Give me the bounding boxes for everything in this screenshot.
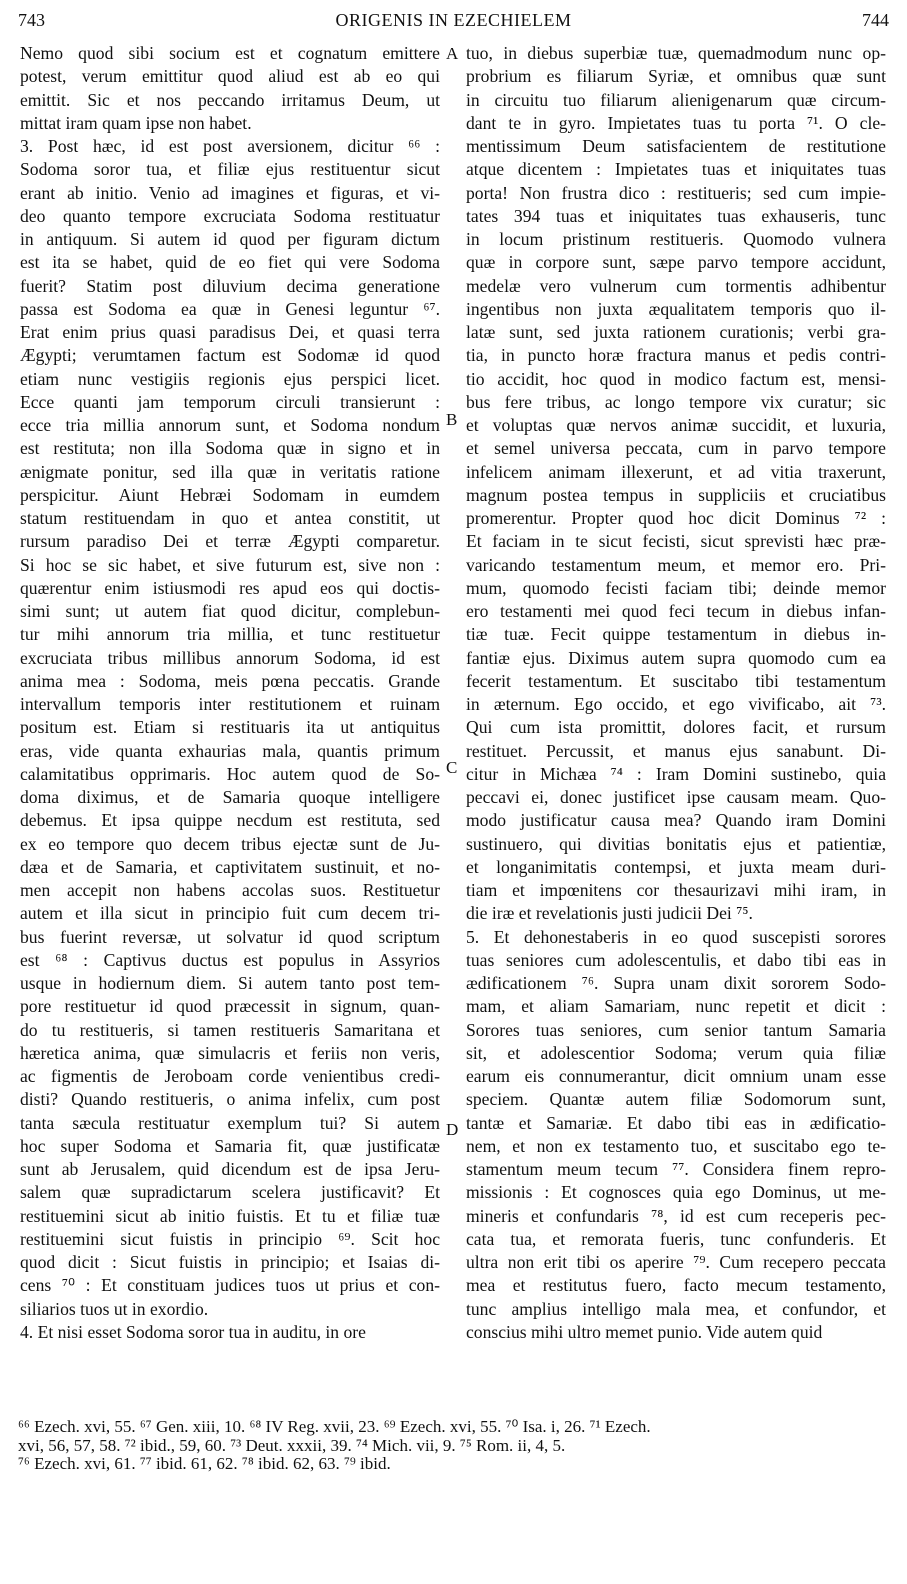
- text-line: etiam nunc vestigiis regionis ejus perspici licet.: [20, 368, 440, 389]
- text-line: medelæ vero vulnerum cum tormentis adhibentur: [466, 275, 886, 296]
- text-line: usque in hodiernum diem. Si autem tanto post tem-: [20, 973, 440, 993]
- text-line: quærentur enim istiusmodi res apud eos qui doctis-: [20, 577, 440, 598]
- text-line: Erat enim prius quasi paradisus Dei, et quasi terra: [20, 322, 440, 342]
- text-line: quæ in corpore sunt, sæpe parvo tempore accidunt,: [466, 252, 886, 273]
- text-line: tiam et impœnitens cor thesaurizavi mihi iram, in: [466, 880, 886, 900]
- text-line: simi sunt; ut autem fiat quod dicitur, complebun-: [20, 601, 440, 621]
- text-line: in antiquum. Si autem id quod per figuram dictum: [20, 229, 440, 249]
- text-line: emittit. Sic et nos peccando irritamus Deum, ut: [20, 89, 440, 110]
- text-line: bus fuerint reversæ, ut solvatur id quod scriptum: [20, 926, 440, 947]
- text-line: citur in Michæa ⁷⁴ : Iram Domini sustinebo, quia: [466, 763, 886, 784]
- text-line: nem, et non ex testamento tuo, et suscitabo ego te-: [466, 1135, 886, 1156]
- text-line: Et faciam in te sicut fecisti, sicut sprevisti hæc præ-: [466, 531, 886, 552]
- text-line: Ægypti; verumtamen factum est Sodomæ id quod: [20, 345, 440, 366]
- margin-letter-d: D: [446, 1120, 459, 1139]
- text-line: deo quanto tempore excruciata Sodoma restituatur: [20, 205, 440, 226]
- text-line: cata tua, et remorata fueris, tunc confunderis. Et: [466, 1228, 886, 1249]
- text-line: mentissimum Deum satisfacientem de restitutione: [466, 136, 886, 156]
- right-column: [466, 42, 886, 1417]
- text-line: infelicem animam illexerunt, et ad vitia traxerunt,: [466, 461, 886, 482]
- text-line: fecerit testamentum. Et suscitabo tibi testamentum: [466, 670, 886, 691]
- text-line: statum restituendam in quo et antea constitit, ut: [20, 508, 440, 528]
- text-line: perspicitur. Aiunt Hebræi Sodomam in eumdem: [20, 484, 440, 505]
- text-line: quod dicit : Sicut fuistis in principio; et Isaias di-: [20, 1252, 440, 1272]
- text-line: salem quæ supradictarum scelera justificavit? Et: [20, 1182, 440, 1203]
- text-line: fuerit? Statim post diluvium decima generatione: [20, 275, 440, 296]
- text-line: et semel universa peccata, cum in parvo tempore: [466, 438, 886, 459]
- text-line: ænigmate ponitur, sed illa quæ in veritatis ratione: [20, 461, 440, 482]
- text-line: mea et restitutus fuero, facto mecum testamento,: [466, 1275, 886, 1296]
- text-line: varicando testamentum meum, et memor ero. Pri-: [466, 554, 886, 575]
- text-line: excruciata tribus millibus annorum Sodoma, id est: [20, 647, 440, 668]
- text-line: ingentibus non juxta æqualitatem temporis quo il-: [466, 298, 886, 319]
- text-line: Nemo quod sibi socium est et cognatum emittere: [20, 43, 440, 63]
- margin-letter-a: A: [446, 44, 459, 63]
- text-line: latæ sunt, sed juxta rationem curationis; verbi gra-: [466, 322, 886, 342]
- text-line: porta! Non frustra dico : restitueris; sed cum impie-: [466, 182, 886, 203]
- text-line: hæretica anima, quæ simulacris et feriis non veris,: [20, 1042, 440, 1063]
- text-line: Sodoma soror tua, et filiæ ejus restituentur sicut: [20, 159, 440, 180]
- text-line: tunc amplius intelligo mala mea, et confundor, et: [466, 1298, 886, 1319]
- text-line: ultra non erit tibi os aperire ⁷⁹. Cum recepero peccata: [466, 1252, 886, 1272]
- text-line: disti? Quando restitueris, o anima infelix, cum post: [20, 1089, 440, 1110]
- text-line: ecce tria millia annorum sunt, et Sodoma nondum: [20, 415, 440, 435]
- text-line: cens ⁷⁰ : Et constituam judices tuos ut prius et con-: [20, 1275, 440, 1296]
- running-title: ORIGENIS IN EZECHIELEM: [335, 10, 572, 30]
- text-line: ex eo tempore quo decem tribus ejectæ sunt de Ju-: [20, 833, 440, 854]
- footnote-line: xvi, 56, 57, 58. ⁷² ibid., 59, 60. ⁷³ Deut. xxxii, 39. ⁷⁴ Mich. vii, 9. ⁷⁵ Rom. ii, 4, 5.: [18, 1435, 566, 1455]
- text-line: Sorores tuas seniores, cum senior tantum Samaria: [466, 1019, 886, 1040]
- text-line: ero testamenti mei quod feci tecum in diebus infan-: [466, 601, 886, 621]
- text-line: modo justificatur causa mea? Quando iram Domini: [466, 810, 886, 831]
- page-number-right: 744: [862, 10, 889, 30]
- text-line: promerentur. Propter quod hoc dicit Dominus ⁷² :: [466, 508, 886, 528]
- text-line: debemus. Et ipsa quippe necdum est restituta, sed: [20, 810, 440, 831]
- text-line: 5. Et dehonestaberis in eo quod suscepisti sorores: [466, 926, 886, 947]
- left-column: [20, 42, 440, 1417]
- text-line: sit, et adolescentior Sodoma; verum quia filiæ: [466, 1042, 886, 1063]
- text-line: men accepit non habens accolas suos. Restituetur: [20, 880, 440, 900]
- text-line: est ita se habet, quid de eo fiet qui vere Sodoma: [20, 252, 440, 273]
- text-line: tia, in puncto horæ fractura manus et pedis contri-: [466, 345, 886, 366]
- text-line: speciem. Quantæ autem filiæ Sodomorum sunt,: [466, 1089, 886, 1110]
- footnote-line: ⁷⁶ Ezech. xvi, 61. ⁷⁷ ibid. 61, 62. ⁷⁸ ibid. 62, 63. ⁷⁹ ibid.: [18, 1454, 391, 1473]
- text-line: conscius mihi ultro memet punio. Vide autem quid: [466, 1321, 823, 1342]
- text-line: atque dicentem : Impietates tuas et iniquitates tuas: [466, 159, 886, 180]
- text-line: restituemini sicut ab initio fuistis. Et tu et filiæ tuæ: [20, 1205, 440, 1226]
- text-line: mum, quomodo fecisti faciam tibi; deinde memor: [466, 577, 886, 598]
- text-line: dæa et de Samaria, et captivitatem sustinuit, et no-: [20, 856, 440, 877]
- text-line: tuas seniores cum adolescentulis, et dabo tibi eas in: [466, 949, 886, 970]
- text-line: magnum postea tempus in suppliciis et cruciatibus: [466, 484, 886, 505]
- text-line: mittat iram quam ipse non habet.: [20, 112, 252, 133]
- text-line: dant te in gyro. Impietates tuas tu porta ⁷¹. O cle-: [466, 112, 886, 133]
- page-header: [18, 6, 889, 36]
- text-line: sustinuero, qui divitias bonitatis ejus et patientiæ,: [466, 833, 886, 854]
- text-line: est ⁶⁸ : Captivus ductus est populus in Assyrios: [20, 949, 440, 970]
- text-line: et voluptas quæ nervos animæ succidit, et luxuria,: [466, 415, 886, 435]
- footnotes: [18, 1418, 889, 1474]
- text-line: hoc super Sodoma et Samaria fit, quæ justificatæ: [20, 1135, 440, 1156]
- text-line: fantiæ ejus. Diximus autem supra quomodo cum ea: [466, 647, 886, 668]
- text-line: restituet. Percussit, et manus ejus sanabunt. Di-: [466, 740, 886, 761]
- text-line: Qui cum ista promittit, dolores facit, et rursum: [466, 717, 886, 738]
- text-line: siliarios tuos ut in exordio.: [20, 1298, 209, 1319]
- text-line: tio accidit, hoc quod in modico factum est, mensi-: [466, 368, 886, 389]
- text-line: erant ab initio. Venio ad imagines et figuras, et vi-: [20, 182, 440, 203]
- text-line: tanta sæcula restituatur exemplum tui? Si autem: [20, 1112, 440, 1133]
- text-line: anima mea : Sodoma, meis pœna peccatis. Grande: [20, 670, 440, 691]
- text-line: bus fere tribus, ac longo tempore vix curatur; sic: [466, 391, 886, 412]
- text-line: Ecce quanti jam temporum circuli transierunt :: [20, 391, 440, 412]
- text-line: Si hoc se sic habet, et sive futurum est, sive non :: [20, 554, 440, 575]
- text-line: mineris et confundaris ⁷⁸, id est cum receperis pec-: [466, 1205, 886, 1226]
- page-number-left: 743: [18, 10, 45, 30]
- text-line: 3. Post hæc, id est post aversionem, dicitur ⁶⁶ :: [20, 136, 440, 156]
- text-line: 4. Et nisi esset Sodoma soror tua in auditu, in ore: [20, 1321, 366, 1342]
- text-line: ac figmentis de Jeroboam corde venientibus credi-: [20, 1066, 440, 1086]
- text-line: positum est. Etiam si restituaris ita ut antiquitus: [20, 717, 440, 738]
- text-line: eras, vide quanta exhaurias mala, quantis primum: [20, 740, 440, 761]
- text-line: earum eis connumerantur, dicit omnium unam esse: [466, 1066, 886, 1086]
- text-line: autem et illa sicut in principio fuit cum decem tri-: [20, 903, 440, 924]
- text-line: restituemini sicut fuistis in principio ⁶⁹. Scit hoc: [20, 1228, 440, 1249]
- text-line: in æternum. Ego occido, et ego vivificabo, ait ⁷³.: [466, 694, 886, 714]
- text-line: in circuitu tuo filiarum alienigenarum quæ circum-: [466, 89, 886, 110]
- text-line: calamitatibus opprimaris. Hoc autem quod de So-: [20, 763, 440, 784]
- text-line: rursum paradiso Dei et terræ Ægypti comparetur.: [20, 531, 440, 552]
- text-line: doma diximus, et de Samaria quoque intelligere: [20, 787, 440, 807]
- text-line: do tu restitueris, si tamen restitueris Samaritana et: [20, 1019, 440, 1040]
- text-line: est restituta; non illa Sodoma quæ in signo et in: [20, 438, 440, 459]
- text-line: stamentum meum tecum ⁷⁷. Considera finem repro-: [466, 1159, 886, 1179]
- text-line: missionis : Et cognosces quia ego Dominus, ut me-: [466, 1182, 886, 1203]
- margin-letter-c: C: [446, 758, 458, 777]
- text-line: in locum pristinum restitueris. Quomodo vulnera: [466, 229, 886, 249]
- text-line: tur mihi annorum tria millia, et tunc restituetur: [20, 624, 440, 645]
- text-line: sunt ab Jerusalem, quid dicendum est de ipsa Jeru-: [20, 1159, 440, 1179]
- text-line: die iræ et revelationis justi judicii Dei ⁷⁵.: [466, 903, 753, 924]
- text-line: et longanimitatis contempsi, et juxta meam duri-: [466, 856, 886, 877]
- text-line: mam, et aliam Samariam, nunc repetit et dicit :: [466, 996, 886, 1017]
- text-line: tantæ et Samariæ. Et dabo tibi eas in ædificatio-: [466, 1112, 886, 1133]
- text-line: tates 394 tuas et iniquitates tuas exhauseris, tunc: [466, 205, 886, 226]
- text-line: intervallum temporis inter restitutionem et ruinam: [20, 694, 440, 714]
- text-line: passa est Sodoma ea quæ in Genesi leguntur ⁶⁷.: [20, 298, 440, 319]
- text-line: pore restituetur id quod præcessit in signum, quan-: [20, 996, 440, 1017]
- footnote-line: ⁶⁶ Ezech. xvi, 55. ⁶⁷ Gen. xiii, 10. ⁶⁸ IV Reg. xvii, 23. ⁶⁹ Ezech. xvi, 55. ⁷⁰ Isa. i, 26. ⁷¹ Ezech.: [18, 1417, 651, 1436]
- text-line: peccavi ei, donec justificet ipse causam meam. Quo-: [466, 787, 886, 807]
- margin-letter-b: B: [446, 410, 458, 429]
- text-line: potest, verum emittitur quod aliud est ab eo qui: [20, 66, 440, 87]
- text-line: ædificationem ⁷⁶. Supra unam dixit sororem Sodo-: [466, 973, 886, 993]
- text-line: tiæ tuæ. Fecit quippe testamentum in diebus in-: [466, 624, 886, 645]
- text-line: tuo, in diebus superbiæ tuæ, quemadmodum nunc op-: [466, 43, 886, 63]
- text-line: probrium es filiarum Syriæ, et omnibus quæ sunt: [466, 66, 886, 87]
